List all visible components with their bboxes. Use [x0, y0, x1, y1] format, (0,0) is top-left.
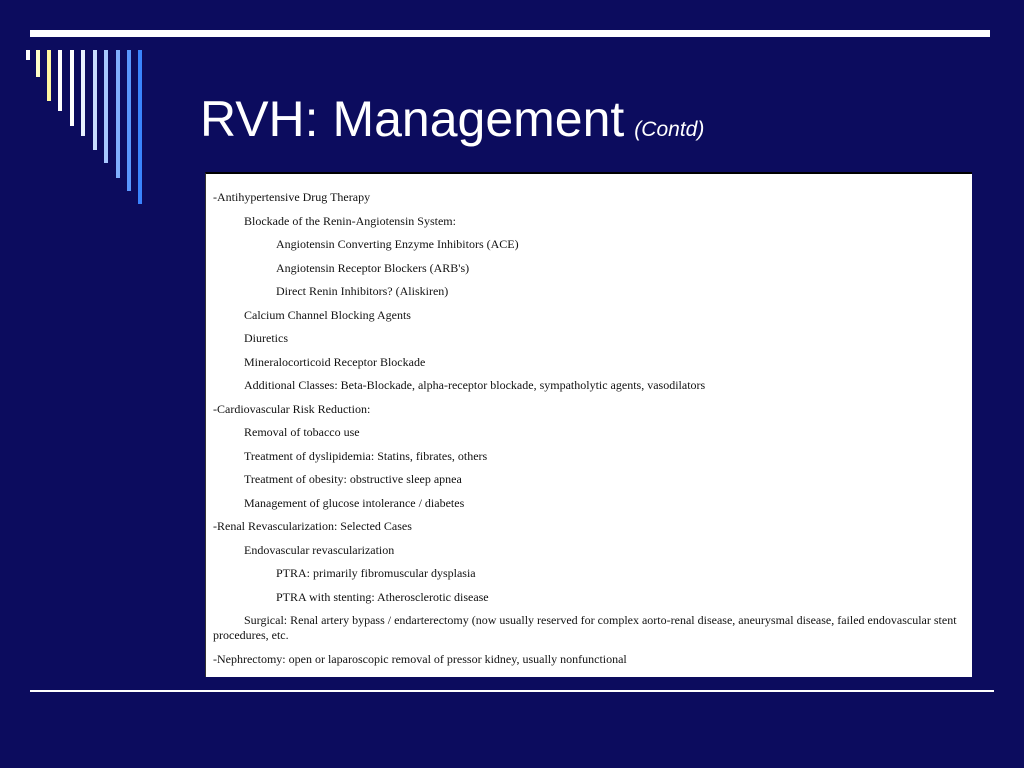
- content-line: Management of glucose intolerance / diabetes: [244, 495, 465, 510]
- decorative-bar: [47, 50, 51, 101]
- decorative-bar: [36, 50, 40, 77]
- decorative-bar: [93, 50, 97, 150]
- decorative-bar: [70, 50, 74, 126]
- decorative-bar: [58, 50, 62, 111]
- title-main: RVH: Management: [200, 91, 625, 147]
- content-line: Removal of tobacco use: [244, 425, 360, 439]
- content-line: Diuretics: [244, 331, 288, 345]
- content-line: -Antihypertensive Drug Therapy: [213, 190, 371, 204]
- content-line: Blockade of the Renin-Angiotensin System:: [244, 213, 456, 228]
- decorative-bar: [116, 50, 120, 178]
- content-line: Calcium Channel Blocking Agents: [244, 307, 411, 322]
- content-line: PTRA with stenting: Atherosclerotic disease: [276, 589, 489, 604]
- content-panel: [205, 172, 972, 677]
- content-line: Angiotensin Converting Enzyme Inhibitors (ACE): [276, 237, 519, 251]
- bottom-rule: [30, 690, 994, 692]
- content-line: [213, 609, 965, 648]
- slide-title: [200, 91, 705, 147]
- decorative-bar: [81, 50, 85, 136]
- content-line: -Cardiovascular Risk Reduction:: [213, 401, 371, 416]
- content-line-text: Surgical: Renal artery bypass / endarterectomy (now usually reserved for complex aorto-renal disease, aneurysmal disease, failed endovascular: [244, 613, 931, 627]
- content-line: Mineralocorticoid Receptor Blockade: [244, 354, 426, 369]
- content-line: Treatment of dyslipidemia: Statins, fibrates, others: [244, 448, 488, 463]
- top-rule: [30, 30, 990, 37]
- decorative-bar: [127, 50, 131, 191]
- decorative-bar: [104, 50, 108, 163]
- decorative-bar: [138, 50, 142, 204]
- content-line: Endovascular revascularization: [244, 542, 395, 557]
- title-subtitle: (Contd): [634, 118, 705, 141]
- content-line-continuation: stent procedures, etc.: [213, 613, 957, 642]
- content-line: Treatment of obesity: obstructive sleep apnea: [244, 472, 462, 486]
- content-line: Angiotensin Receptor Blockers (ARB's): [276, 260, 470, 275]
- content-line: -Renal Revascularization: Selected Cases: [213, 519, 412, 533]
- decorative-bars: [26, 50, 176, 210]
- content-line: Direct Renin Inhibitors? (Aliskiren): [276, 284, 449, 298]
- content-line: PTRA: primarily fibromuscular dysplasia: [276, 566, 476, 580]
- content-line: Additional Classes: Beta-Blockade, alpha-receptor blockade, sympatholytic agents, vasodilators: [244, 378, 706, 392]
- decorative-bar: [26, 50, 30, 60]
- content-line: -Nephrectomy: open or laparoscopic removal of pressor kidney, usually nonfunctional: [213, 652, 627, 666]
